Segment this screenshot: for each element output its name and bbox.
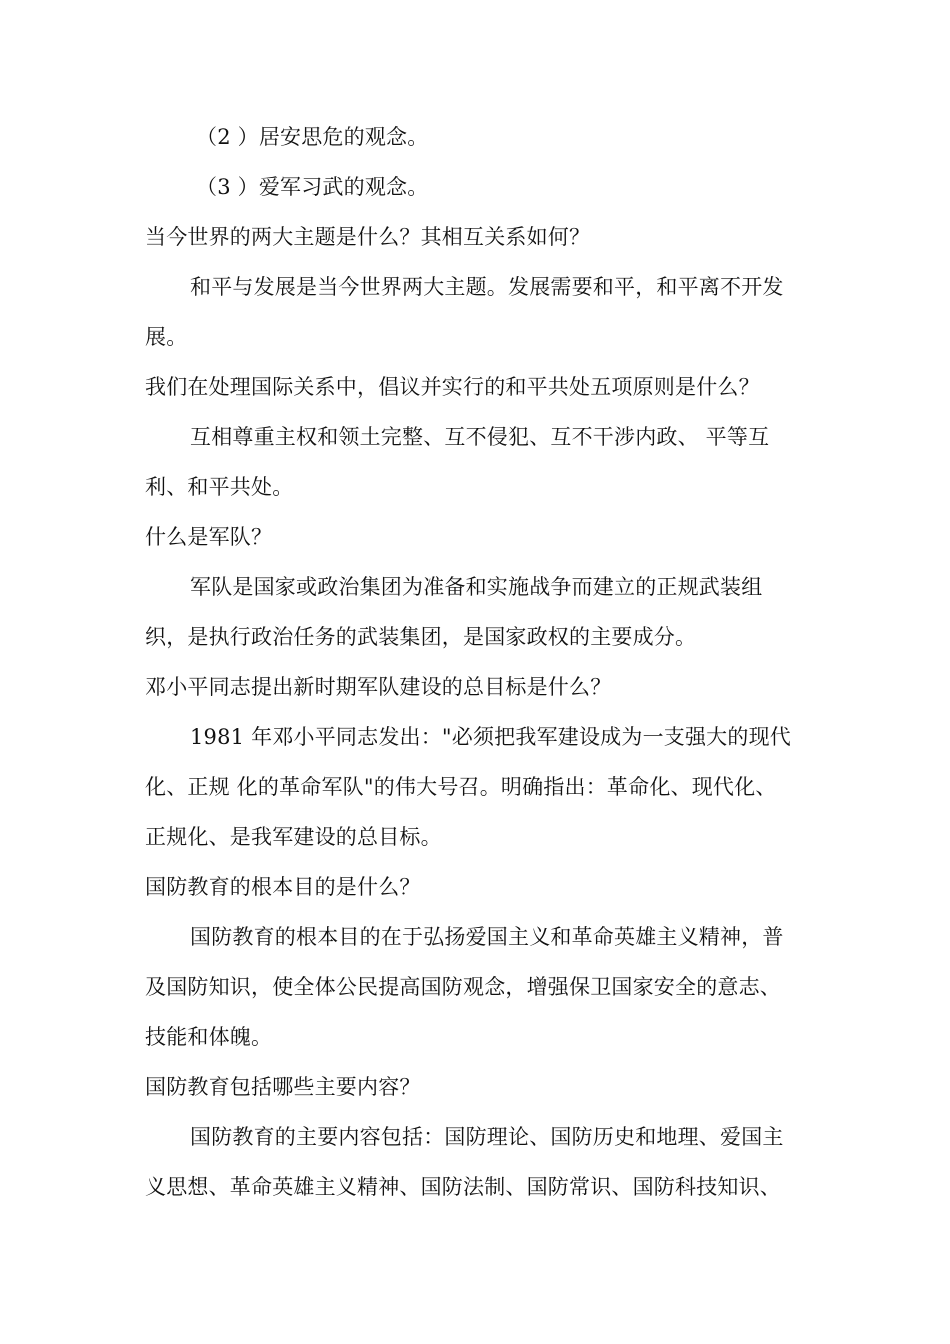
answer-line: 义思想、革命英雄主义精神、国防法制、国防常识、国防科技知识、 bbox=[145, 1175, 781, 1199]
question-heading: 国防教育包括哪些主要内容？ bbox=[145, 1075, 421, 1099]
answer-line: 国防教育的根本目的在于弘扬爱国主义和革命英雄主义精神，普 bbox=[190, 925, 784, 949]
answer-line: 化、正规 化的革命军队"的伟大号召。明确指出：革命化、现代化、 bbox=[145, 775, 777, 799]
question-heading: 国防教育的根本目的是什么？ bbox=[145, 875, 421, 899]
answer-line: 互相尊重主权和领土完整、互不侵犯、互不干涉内政、 平等互 bbox=[190, 425, 770, 449]
question-heading: 什么是军队？ bbox=[145, 525, 273, 549]
answer-line: 技能和体魄。 bbox=[145, 1025, 273, 1049]
answer-line: 利、和平共处。 bbox=[145, 475, 294, 499]
answer-line: 及国防知识，使全体公民提高国防观念，增强保卫国家安全的意志、 bbox=[145, 975, 781, 999]
question-heading: 我们在处理国际关系中，倡议并实行的和平共处五项原则是什么？ bbox=[145, 375, 760, 399]
question-heading: 邓小平同志提出新时期军队建设的总目标是什么？ bbox=[145, 675, 612, 699]
list-item-3: （3 ）爱军习武的观念。 bbox=[196, 175, 429, 199]
answer-line: 正规化、是我军建设的总目标。 bbox=[145, 825, 442, 849]
answer-line: 1981 年邓小平同志发出："必须把我军建设成为一支强大的现代 bbox=[190, 725, 791, 749]
answer-line: 展。 bbox=[145, 325, 188, 349]
question-heading: 当今世界的两大主题是什么？其相互关系如何？ bbox=[145, 225, 591, 249]
answer-line: 织，是执行政治任务的武装集团，是国家政权的主要成分。 bbox=[145, 625, 697, 649]
list-item-2: （2 ）居安思危的观念。 bbox=[196, 125, 429, 149]
answer-line: 军队是国家或政治集团为准备和实施战争而建立的正规武装组 bbox=[190, 575, 763, 599]
answer-line: 国防教育的主要内容包括：国防理论、国防历史和地理、爱国主 bbox=[190, 1125, 784, 1149]
answer-line: 和平与发展是当今世界两大主题。发展需要和平，和平离不开发 bbox=[190, 275, 784, 299]
